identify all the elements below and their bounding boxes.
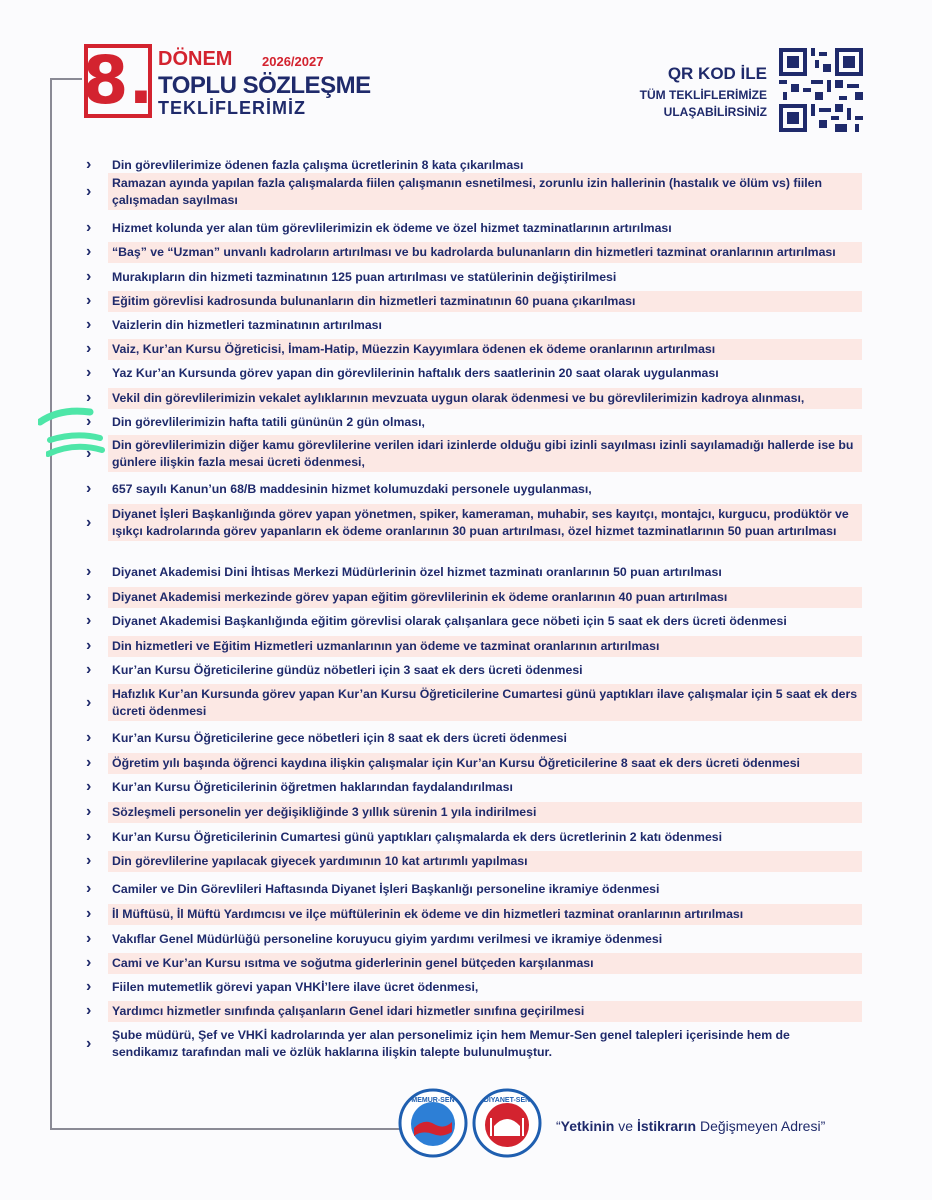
period-label: DÖNEM	[158, 48, 233, 70]
list-item-text: Öğretim yılı başında öğrenci kaydına ilişkin çalışmalar için Kur’an Kursu Öğreticilerine 8 saat ek ders ücreti ödenmesi	[108, 753, 862, 774]
frame-line	[50, 1128, 400, 1130]
chevron-right-icon: ›	[86, 905, 92, 923]
list-item-text: 657 sayılı Kanun’un 68/B maddesinin hizmet kolumuzdaki personele uygulanması,	[112, 482, 592, 496]
qr-code[interactable]	[779, 48, 863, 132]
chevron-right-icon: ›	[86, 182, 92, 200]
list-item	[84, 388, 862, 409]
chevron-right-icon: ›	[86, 693, 92, 711]
qr-caption-line: QR KOD İLE	[667, 64, 767, 83]
list-item-text: Diyanet Akademisi Başkanlığında eğitim görevlisi olarak çalışanlara gece nöbeti için 5 saat ek ders ücreti ödenmesi	[112, 614, 787, 628]
list-item-text: Camiler ve Din Görevlileri Haftasında Diyanet İşleri Başkanlığı personeline ikramiye ödenmesi	[112, 882, 660, 896]
list-item	[84, 684, 862, 721]
list-item	[84, 611, 862, 632]
chevron-right-icon: ›	[86, 156, 92, 174]
diyanet-sen-logo	[472, 1088, 542, 1158]
memur-sen-logo-text: MEMUR-SEN	[411, 1097, 455, 1104]
slogan-part: Yetkinin	[560, 1118, 615, 1134]
chevron-right-icon: ›	[86, 778, 92, 796]
frame-line	[50, 78, 82, 80]
chevron-right-icon: ›	[86, 754, 92, 772]
list-item-text: Din görevlilerine yapılacak giyecek yardımının 10 kat artırımlı yapılması	[108, 851, 862, 872]
list-item	[84, 291, 862, 312]
list-item	[84, 587, 862, 608]
list-item-text: Diyanet Akademisi Dini İhtisas Merkezi Müdürlerinin özel hizmet tazminatı oranlarının 50 puan artırılması	[112, 565, 722, 579]
list-item-text: Hizmet kolunda yer alan tüm görevlilerimizin ek ödeme ve özel hizmet tazminatlarının artırılması	[112, 221, 672, 235]
list-item	[84, 562, 862, 583]
list-item-text: Ramazan ayında yapılan fazla çalışmalarda fiilen çalışmanın esnetilmesi, zorunlu izin hallerinin (hastalık ve ölüm vs) fiilen çalışmadan sayılması	[108, 173, 862, 210]
diyanet-sen-logo-text: DİYANET-SEN	[483, 1097, 531, 1104]
chevron-right-icon: ›	[86, 243, 92, 261]
chevron-right-icon: ›	[86, 661, 92, 679]
list-item	[84, 904, 862, 925]
memur-sen-logo	[398, 1088, 468, 1158]
list-item-text: Eğitim görevlisi kadrosunda bulunanların din hizmetleri tazminatının 60 puana çıkarılması	[108, 291, 862, 312]
slogan-part: ve	[614, 1118, 637, 1134]
list-item-text: Kur’an Kursu Öğreticilerine gece nöbetleri için 8 saat ek ders ücreti ödenmesi	[112, 731, 567, 745]
list-item-text: Vaiz, Kur’an Kursu Öğreticisi, İmam-Hatip, Müezzin Kayyımlara ödenen ek ödeme oranlarının artırılması	[108, 339, 862, 360]
chevron-right-icon: ›	[86, 1002, 92, 1020]
list-item	[84, 267, 862, 288]
chevron-right-icon: ›	[86, 444, 92, 462]
list-item-text: Yaz Kur’an Kursunda görev yapan din görevlilerinin haftalık ders saatlerinin 20 saat olarak uygulanması	[112, 366, 719, 380]
slogan-part: Değişmeyen Adresi”	[696, 1118, 826, 1134]
list-item-text: Diyanet Akademisi merkezinde görev yapan eğitim görevlilerinin ek ödeme oranlarının 40 puan artırılması	[108, 587, 862, 608]
list-item	[84, 851, 862, 872]
list-item-text: Din görevlilerimizin hafta tatili gününün 2 gün olması,	[112, 415, 425, 429]
chevron-right-icon: ›	[86, 268, 92, 286]
list-item	[84, 412, 862, 433]
list-item	[84, 929, 862, 950]
list-item-text: Vakıflar Genel Müdürlüğü personeline koruyucu giyim yardımı verilmesi ve ikramiye ödenmesi	[112, 932, 663, 946]
list-item	[84, 479, 862, 500]
chevron-right-icon: ›	[86, 563, 92, 581]
list-item-text: Diyanet İşleri Başkanlığında görev yapan yönetmen, spiker, kameraman, muhabir, ses kayıtçı, montajcı, kurgucu, prodüktör ve ışıkçı kadrolarında görev yapanların ek ödeme oranlarının 30 puan artırılması, özel hizmet tazminatlarının 50 puan artırılması	[108, 504, 862, 541]
list-item	[84, 218, 862, 239]
list-item	[84, 728, 862, 749]
qr-caption-line: ULAŞABİLİRSİNİZ	[663, 105, 767, 119]
list-item-text: Din hizmetleri ve Eğitim Hizmetleri uzmanlarının yan ödeme ve tazminat oranlarının artırılması	[108, 636, 862, 657]
chevron-right-icon: ›	[86, 978, 92, 996]
list-item	[84, 753, 862, 774]
list-item	[84, 953, 862, 974]
chevron-right-icon: ›	[86, 340, 92, 358]
list-item-text: Hafızlık Kur’an Kursunda görev yapan Kur’an Kursu Öğreticilerine Cumartesi günü yaptıkları ilave çalışmalar için 5 saat ek ders ücreti ödenmesi	[108, 684, 862, 721]
list-item-text: Fiilen mutemetlik görevi yapan VHKİ’lere ilave ücret ödenmesi,	[112, 980, 479, 994]
list-item-text: Cami ve Kur’an Kursu ısıtma ve soğutma giderlerinin genel bütçeden karşılanması	[108, 953, 862, 974]
slogan-part: “	[556, 1118, 561, 1134]
list-item-text: Yardımcı hizmetler sınıfında çalışanların Genel idari hizmetler sınıfına geçirilmesi	[108, 1001, 862, 1022]
list-item	[84, 363, 862, 384]
list-item	[84, 504, 862, 541]
list-item-text: Sözleşmeli personelin yer değişikliğinde 3 yıllık sürenin 1 yıla indirilmesi	[108, 802, 862, 823]
list-item-text: “Baş” ve “Uzman” unvanlı kadroların artırılması ve bu kadrolarda bulunanların din hizmetleri tazminat oranlarının artırılması	[108, 242, 862, 263]
chevron-right-icon: ›	[86, 612, 92, 630]
slogan	[556, 1118, 825, 1134]
page-title: TOPLU SÖZLEŞME	[158, 72, 371, 99]
chevron-right-icon: ›	[86, 637, 92, 655]
qr-caption-line: TÜM TEKLİFLERİMİZE	[639, 88, 767, 102]
list-item	[84, 242, 862, 263]
chevron-right-icon: ›	[86, 729, 92, 747]
chevron-right-icon: ›	[86, 588, 92, 606]
list-item-text: İl Müftüsü, İl Müftü Yardımcısı ve ilçe müftülerinin ek ödeme ve din hizmetleri tazminat oranlarının artırılması	[108, 904, 862, 925]
list-item-text: Vekil din görevlilerimizin vekalet aylıklarının mevzuata uygun olarak ödenmesi ve bu görevlilerimizin kadroya alınması,	[108, 388, 862, 409]
list-item-text: Din görevlilerimize ödenen fazla çalışma ücretlerinin 8 kata çıkarılması	[112, 158, 524, 172]
page-subtitle: TEKLİFLERİMİZ	[158, 98, 306, 118]
list-item	[84, 977, 862, 998]
chevron-right-icon: ›	[86, 316, 92, 334]
list-item	[84, 879, 862, 900]
list-item-text: Kur’an Kursu Öğreticilerine gündüz nöbetleri için 3 saat ek ders ücreti ödenmesi	[112, 663, 583, 677]
list-item	[84, 1001, 862, 1022]
slogan-part: İstikrarın	[636, 1118, 697, 1134]
period-years: 2026/2027	[262, 54, 324, 69]
list-item-text: Vaizlerin din hizmetleri tazminatının artırılması	[112, 318, 382, 332]
list-item-text: Şube müdürü, Şef ve VHKİ kadrolarında yer alan personelimiz için hem Memur-Sen genel talepleri içerisinde hem de sendikamız tarafından mali ve özlük haklarına ilişkin talepte bulunulmuştur.	[112, 1028, 790, 1059]
chevron-right-icon: ›	[86, 954, 92, 972]
list-item	[84, 636, 862, 657]
list-item	[84, 315, 862, 336]
list-item-text: Kur’an Kursu Öğreticilerinin Cumartesi günü yaptıkları çalışmalarda ek ders ücretlerinin 2 katı ödenmesi	[112, 830, 723, 844]
list-item	[84, 660, 862, 681]
list-item-text: Kur’an Kursu Öğreticilerinin öğretmen haklarından faydalandırılması	[112, 780, 513, 794]
list-item	[84, 1025, 862, 1062]
frame-line	[50, 78, 52, 1130]
chevron-right-icon: ›	[86, 413, 92, 431]
list-item	[84, 435, 862, 472]
chevron-right-icon: ›	[86, 1034, 92, 1052]
list-item-text: Murakıpların din hizmeti tazminatının 125 puan artırılması ve statülerinin değiştirilmesi	[112, 270, 617, 284]
list-item	[84, 173, 862, 210]
chevron-right-icon: ›	[86, 389, 92, 407]
chevron-right-icon: ›	[86, 480, 92, 498]
chevron-right-icon: ›	[86, 364, 92, 382]
chevron-right-icon: ›	[86, 930, 92, 948]
chevron-right-icon: ›	[86, 803, 92, 821]
chevron-right-icon: ›	[86, 219, 92, 237]
chevron-right-icon: ›	[86, 828, 92, 846]
chevron-right-icon: ›	[86, 513, 92, 531]
list-item	[84, 802, 862, 823]
list-item-text: Din görevlilerimizin diğer kamu görevlilerine verilen idari izinlerde olduğu gibi izinli sayılması izinli sayılamadığı hallerde ise bu günlere ilişkin fazla mesai ücreti ödenmesi,	[108, 435, 862, 472]
chevron-right-icon: ›	[86, 292, 92, 310]
period-number-logo: 8.	[82, 42, 154, 119]
list-item	[84, 777, 862, 798]
list-item	[84, 827, 862, 848]
chevron-right-icon: ›	[86, 880, 92, 898]
qr-caption	[640, 64, 767, 119]
chevron-right-icon: ›	[86, 852, 92, 870]
list-item	[84, 339, 862, 360]
